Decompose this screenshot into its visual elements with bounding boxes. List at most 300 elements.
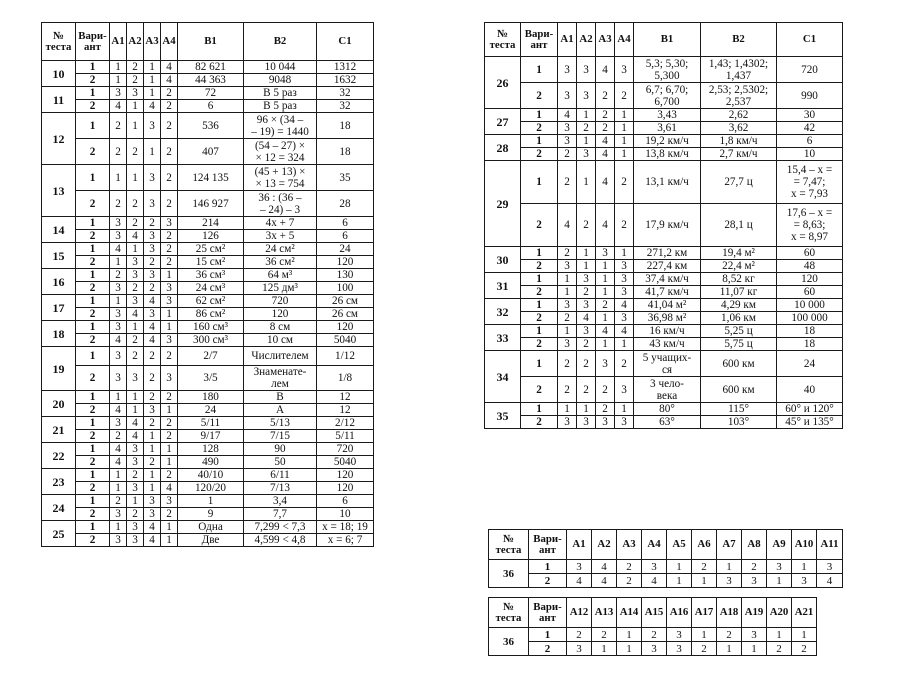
a3-cell: 3 bbox=[144, 243, 161, 256]
c1-cell: x = 18; 19 bbox=[317, 521, 374, 534]
a2-cell: 2 bbox=[127, 74, 144, 87]
a2-cell: 1 bbox=[127, 165, 144, 191]
table-row bbox=[485, 416, 843, 429]
c1-cell: 60° и 120° bbox=[777, 403, 843, 416]
a1-cell: 1 bbox=[110, 482, 127, 495]
b1-cell: 3,43 bbox=[634, 109, 701, 122]
variant-cell: 2 bbox=[529, 642, 567, 656]
test-number-cell: 21 bbox=[42, 417, 76, 443]
a1-cell: 2 bbox=[558, 312, 577, 325]
c1-cell: 32 bbox=[317, 87, 374, 100]
a2-cell: 3 bbox=[577, 273, 596, 286]
header-c1: C1 bbox=[777, 23, 843, 57]
a3-cell: 2 bbox=[144, 347, 161, 366]
a2-cell: 3 bbox=[127, 87, 144, 100]
a4-cell: 2 bbox=[161, 347, 178, 366]
a3-cell: 4 bbox=[596, 135, 615, 148]
b2-cell: 6/11 bbox=[244, 469, 317, 482]
table-row bbox=[485, 325, 843, 338]
a3-cell: 2 bbox=[596, 377, 615, 403]
a3-cell: 1 bbox=[144, 443, 161, 456]
variant-cell: 2 bbox=[76, 74, 110, 87]
b2-cell: 8 см bbox=[244, 321, 317, 334]
c1-cell: 6 bbox=[317, 230, 374, 243]
a2-cell: 1 bbox=[577, 135, 596, 148]
b1-cell: 300 см³ bbox=[178, 334, 244, 347]
a1-cell: 1 bbox=[110, 61, 127, 74]
a3-cell: 3 bbox=[144, 230, 161, 243]
b2-cell: 19,4 м² bbox=[701, 247, 777, 260]
b2-cell: 64 м³ bbox=[244, 269, 317, 282]
variant-cell: 1 bbox=[529, 560, 567, 574]
answer-cell: 3 bbox=[792, 574, 817, 588]
header-a3: A3 bbox=[596, 23, 615, 57]
b2-cell: 3,62 bbox=[701, 122, 777, 135]
a4-cell: 1 bbox=[161, 456, 178, 469]
a2-cell: 3 bbox=[127, 521, 144, 534]
table-row bbox=[485, 299, 843, 312]
variant-cell: 1 bbox=[76, 165, 110, 191]
b1-cell: 536 bbox=[178, 113, 244, 139]
a2-cell: 1 bbox=[577, 260, 596, 273]
a1-cell: 1 bbox=[558, 403, 577, 416]
table-row bbox=[485, 286, 843, 299]
a3-cell: 3 bbox=[596, 351, 615, 377]
a4-cell: 1 bbox=[615, 403, 634, 416]
a2-cell: 2 bbox=[577, 204, 596, 247]
header-a3: A3 bbox=[144, 23, 161, 61]
b2-cell: Числителем bbox=[244, 347, 317, 366]
test-number-cell: 15 bbox=[42, 243, 76, 269]
a4-cell: 1 bbox=[615, 135, 634, 148]
test-number-cell: 31 bbox=[485, 273, 521, 299]
a3-cell: 2 bbox=[144, 217, 161, 230]
a2-cell: 3 bbox=[577, 57, 596, 83]
a3-cell: 1 bbox=[144, 61, 161, 74]
a4-cell: 2 bbox=[615, 161, 634, 204]
b1-cell: 180 bbox=[178, 391, 244, 404]
a4-cell: 2 bbox=[161, 391, 178, 404]
a1-cell: 3 bbox=[110, 417, 127, 430]
a1-cell: 2 bbox=[110, 430, 127, 443]
test-number-cell: 36 bbox=[489, 628, 529, 656]
a4-cell: 1 bbox=[161, 404, 178, 417]
a1-cell: 4 bbox=[110, 443, 127, 456]
a4-cell: 2 bbox=[615, 83, 634, 109]
a3-cell: 1 bbox=[144, 469, 161, 482]
test-number-cell: 10 bbox=[42, 61, 76, 87]
a3-cell: 3 bbox=[144, 404, 161, 417]
a1-cell: 3 bbox=[110, 508, 127, 521]
c1-cell: 120 bbox=[317, 321, 374, 334]
b1-cell: 5,3; 5,30; 5,300 bbox=[634, 57, 701, 83]
answer-cell: 3 bbox=[767, 560, 792, 574]
a2-cell: 2 bbox=[577, 122, 596, 135]
answer-cell: 1 bbox=[767, 628, 792, 642]
a1-cell: 4 bbox=[110, 334, 127, 347]
table-row bbox=[42, 308, 374, 321]
a2-cell: 2 bbox=[127, 191, 144, 217]
header-cell: A19 bbox=[742, 598, 767, 628]
b2-cell: 10 044 bbox=[244, 61, 317, 74]
table-row bbox=[42, 334, 374, 347]
table-row bbox=[42, 469, 374, 482]
a4-cell: 1 bbox=[161, 521, 178, 534]
a3-cell: 2 bbox=[144, 256, 161, 269]
a1-cell: 3 bbox=[110, 308, 127, 321]
answer-cell: 1 bbox=[717, 560, 742, 574]
a1-cell: 3 bbox=[110, 366, 127, 391]
a3-cell: 1 bbox=[144, 87, 161, 100]
b1-cell: 490 bbox=[178, 456, 244, 469]
a4-cell: 3 bbox=[161, 282, 178, 295]
header-test-number: № теста bbox=[42, 23, 76, 61]
table-row bbox=[489, 574, 843, 588]
answers-table-left bbox=[41, 22, 374, 547]
b1-cell: 37,4 км/ч bbox=[634, 273, 701, 286]
a3-cell: 2 bbox=[596, 109, 615, 122]
a2-cell: 3 bbox=[127, 256, 144, 269]
a1-cell: 2 bbox=[558, 148, 577, 161]
answer-cell: 2 bbox=[717, 628, 742, 642]
a2-cell: 2 bbox=[577, 286, 596, 299]
header-cell: A9 bbox=[767, 530, 792, 560]
answer-cell: 2 bbox=[592, 628, 617, 642]
a1-cell: 2 bbox=[558, 247, 577, 260]
test-number-cell: 35 bbox=[485, 403, 521, 429]
a2-cell: 2 bbox=[577, 377, 596, 403]
a4-cell: 2 bbox=[161, 165, 178, 191]
answer-cell: 2 bbox=[792, 642, 817, 656]
a2-cell: 1 bbox=[127, 113, 144, 139]
a4-cell: 2 bbox=[161, 191, 178, 217]
c1-cell: 12 bbox=[317, 391, 374, 404]
b1-cell: 63° bbox=[634, 416, 701, 429]
variant-cell: 1 bbox=[521, 325, 558, 338]
variant-cell: 1 bbox=[76, 417, 110, 430]
b1-cell: 120/20 bbox=[178, 482, 244, 495]
c1-cell: x = 6; 7 bbox=[317, 534, 374, 547]
variant-cell: 2 bbox=[76, 430, 110, 443]
table-row bbox=[485, 247, 843, 260]
a2-cell: 1 bbox=[127, 404, 144, 417]
c1-cell: 48 bbox=[777, 260, 843, 273]
b1-cell: Две bbox=[178, 534, 244, 547]
answer-cell: 1 bbox=[667, 560, 692, 574]
variant-cell: 1 bbox=[521, 403, 558, 416]
b2-cell: 2,53; 2,5302; 2,537 bbox=[701, 83, 777, 109]
c1-cell: 1632 bbox=[317, 74, 374, 87]
a4-cell: 3 bbox=[615, 260, 634, 273]
b1-cell: 3 чело- века bbox=[634, 377, 701, 403]
b2-cell: В 5 раз bbox=[244, 100, 317, 113]
a2-cell: 1 bbox=[577, 161, 596, 204]
variant-cell: 1 bbox=[76, 269, 110, 282]
a1-cell: 2 bbox=[110, 113, 127, 139]
c1-cell: 24 bbox=[777, 351, 843, 377]
header-cell: № теста bbox=[489, 530, 529, 560]
b2-cell: 22,4 м² bbox=[701, 260, 777, 273]
b1-cell: 80° bbox=[634, 403, 701, 416]
variant-cell: 1 bbox=[76, 521, 110, 534]
answer-cell: 3 bbox=[742, 574, 767, 588]
b2-cell: (54 – 27) × × 12 = 324 bbox=[244, 139, 317, 165]
a4-cell: 2 bbox=[161, 87, 178, 100]
b1-cell: 13,1 км/ч bbox=[634, 161, 701, 204]
test-number-cell: 24 bbox=[42, 495, 76, 521]
table-row bbox=[42, 404, 374, 417]
a2-cell: 1 bbox=[127, 391, 144, 404]
a1-cell: 1 bbox=[110, 256, 127, 269]
a4-cell: 3 bbox=[161, 366, 178, 391]
answer-cell: 1 bbox=[792, 560, 817, 574]
variant-cell: 1 bbox=[521, 351, 558, 377]
test-number-cell: 13 bbox=[42, 165, 76, 217]
b2-cell: 9048 bbox=[244, 74, 317, 87]
c1-cell: 120 bbox=[317, 256, 374, 269]
variant-cell: 1 bbox=[521, 161, 558, 204]
answer-cell: 1 bbox=[592, 642, 617, 656]
variant-cell: 1 bbox=[521, 57, 558, 83]
c1-cell: 1/12 bbox=[317, 347, 374, 366]
variant-cell: 2 bbox=[76, 482, 110, 495]
table-row bbox=[42, 321, 374, 334]
table-row bbox=[489, 628, 843, 642]
answer-cell: 1 bbox=[692, 574, 717, 588]
header-cell: A16 bbox=[667, 598, 692, 628]
a4-cell: 1 bbox=[161, 534, 178, 547]
a1-cell: 3 bbox=[558, 122, 577, 135]
answer-cell: 3 bbox=[567, 642, 592, 656]
a3-cell: 1 bbox=[596, 338, 615, 351]
a3-cell: 4 bbox=[596, 57, 615, 83]
b1-cell: 44 363 bbox=[178, 74, 244, 87]
b1-cell: 24 см³ bbox=[178, 282, 244, 295]
a3-cell: 2 bbox=[144, 366, 161, 391]
a2-cell: 2 bbox=[127, 347, 144, 366]
a2-cell: 2 bbox=[127, 282, 144, 295]
c1-cell: 720 bbox=[777, 57, 843, 83]
b1-cell: 160 см³ bbox=[178, 321, 244, 334]
b1-cell: 407 bbox=[178, 139, 244, 165]
table-row bbox=[485, 57, 843, 83]
b1-cell: 17,9 км/ч bbox=[634, 204, 701, 247]
answer-cell: 4 bbox=[567, 574, 592, 588]
table-header-row bbox=[489, 598, 843, 628]
answer-cell: 4 bbox=[592, 574, 617, 588]
a3-cell: 2 bbox=[144, 391, 161, 404]
b1-cell: 16 км/ч bbox=[634, 325, 701, 338]
a3-cell: 1 bbox=[596, 273, 615, 286]
b1-cell: 86 см² bbox=[178, 308, 244, 321]
b2-cell: B bbox=[244, 391, 317, 404]
answer-cell: 3 bbox=[642, 560, 667, 574]
table-row bbox=[485, 109, 843, 122]
variant-cell: 1 bbox=[76, 347, 110, 366]
a4-cell: 2 bbox=[161, 256, 178, 269]
a4-cell: 2 bbox=[161, 508, 178, 521]
variant-cell: 2 bbox=[76, 308, 110, 321]
a1-cell: 3 bbox=[110, 87, 127, 100]
a4-cell: 1 bbox=[161, 443, 178, 456]
a1-cell: 3 bbox=[110, 321, 127, 334]
header-cell: A4 bbox=[642, 530, 667, 560]
a2-cell: 1 bbox=[127, 100, 144, 113]
a1-cell: 2 bbox=[110, 139, 127, 165]
a2-cell: 3 bbox=[127, 534, 144, 547]
b1-cell: 271,2 км bbox=[634, 247, 701, 260]
answers-table-36-part-2 bbox=[488, 597, 843, 656]
a1-cell: 3 bbox=[558, 299, 577, 312]
answer-cell: 2 bbox=[742, 560, 767, 574]
b2-cell: 600 км bbox=[701, 377, 777, 403]
header-cell: A20 bbox=[767, 598, 792, 628]
answer-cell: 2 bbox=[692, 560, 717, 574]
answer-cell: 3 bbox=[817, 560, 843, 574]
b1-cell: 72 bbox=[178, 87, 244, 100]
b2-cell: 125 дм³ bbox=[244, 282, 317, 295]
table-row bbox=[42, 217, 374, 230]
a3-cell: 3 bbox=[144, 269, 161, 282]
a1-cell: 3 bbox=[558, 416, 577, 429]
variant-cell: 1 bbox=[76, 391, 110, 404]
table-row bbox=[485, 338, 843, 351]
a4-cell: 1 bbox=[615, 122, 634, 135]
a1-cell: 2 bbox=[558, 351, 577, 377]
c1-cell: 24 bbox=[317, 243, 374, 256]
a3-cell: 1 bbox=[144, 430, 161, 443]
a3-cell: 1 bbox=[596, 312, 615, 325]
c1-cell: 120 bbox=[317, 469, 374, 482]
test-number-cell: 18 bbox=[42, 321, 76, 347]
table-row bbox=[42, 269, 374, 282]
c1-cell: 6 bbox=[317, 217, 374, 230]
a4-cell: 3 bbox=[615, 312, 634, 325]
a3-cell: 2 bbox=[596, 83, 615, 109]
answer-cell: 1 bbox=[617, 642, 642, 656]
header-a1: A1 bbox=[110, 23, 127, 61]
a3-cell: 4 bbox=[144, 334, 161, 347]
test-number-cell: 17 bbox=[42, 295, 76, 321]
a3-cell: 3 bbox=[596, 416, 615, 429]
a2-cell: 3 bbox=[577, 148, 596, 161]
c1-cell: 35 bbox=[317, 165, 374, 191]
answer-cell: 4 bbox=[817, 574, 843, 588]
a3-cell: 1 bbox=[596, 260, 615, 273]
header-cell: Вари- ант bbox=[529, 598, 567, 628]
c1-cell: 60 bbox=[777, 286, 843, 299]
variant-cell: 2 bbox=[76, 191, 110, 217]
a4-cell: 3 bbox=[615, 57, 634, 83]
header-cell: A7 bbox=[717, 530, 742, 560]
b2-cell: 24 см² bbox=[244, 243, 317, 256]
b2-cell: 5,25 ц bbox=[701, 325, 777, 338]
answer-cell: 3 bbox=[642, 642, 667, 656]
variant-cell: 1 bbox=[76, 87, 110, 100]
b1-cell: 128 bbox=[178, 443, 244, 456]
test-number-cell: 28 bbox=[485, 135, 521, 161]
a3-cell: 3 bbox=[144, 308, 161, 321]
table-row bbox=[42, 165, 374, 191]
variant-cell: 1 bbox=[529, 628, 567, 642]
c1-cell: 100 bbox=[317, 282, 374, 295]
test-number-cell: 11 bbox=[42, 87, 76, 113]
variant-cell: 1 bbox=[76, 243, 110, 256]
c1-cell: 12 bbox=[317, 404, 374, 417]
header-cell: A10 bbox=[792, 530, 817, 560]
b1-cell: 3/5 bbox=[178, 366, 244, 391]
header-variant: Вари- ант bbox=[76, 23, 110, 61]
b2-cell: 720 bbox=[244, 295, 317, 308]
a2-cell: 3 bbox=[127, 482, 144, 495]
table-row bbox=[42, 482, 374, 495]
variant-cell: 1 bbox=[76, 295, 110, 308]
variant-cell: 1 bbox=[76, 113, 110, 139]
a4-cell: 2 bbox=[161, 139, 178, 165]
header-b2: B2 bbox=[701, 23, 777, 57]
table-row bbox=[485, 83, 843, 109]
variant-cell: 1 bbox=[76, 321, 110, 334]
c1-cell: 2/12 bbox=[317, 417, 374, 430]
a1-cell: 2 bbox=[110, 495, 127, 508]
table-row bbox=[485, 260, 843, 273]
a3-cell: 1 bbox=[144, 482, 161, 495]
answers-table-left-body bbox=[42, 61, 374, 547]
c1-cell: 720 bbox=[317, 443, 374, 456]
a4-cell: 2 bbox=[615, 351, 634, 377]
table-row bbox=[42, 456, 374, 469]
b2-cell: 8,52 кг bbox=[701, 273, 777, 286]
b2-cell: 5/13 bbox=[244, 417, 317, 430]
a1-cell: 1 bbox=[558, 286, 577, 299]
c1-cell: 26 см bbox=[317, 308, 374, 321]
answer-cell: 2 bbox=[767, 642, 792, 656]
a3-cell: 2 bbox=[596, 299, 615, 312]
c1-cell: 18 bbox=[777, 338, 843, 351]
a4-cell: 2 bbox=[161, 113, 178, 139]
header-b2: B2 bbox=[244, 23, 317, 61]
b1-cell: 2/7 bbox=[178, 347, 244, 366]
table-row bbox=[42, 87, 374, 100]
table-row bbox=[42, 417, 374, 430]
a2-cell: 2 bbox=[127, 139, 144, 165]
a1-cell: 3 bbox=[558, 135, 577, 148]
header-cell: A6 bbox=[692, 530, 717, 560]
test-number-cell: 34 bbox=[485, 351, 521, 403]
header-cell: A21 bbox=[792, 598, 817, 628]
a1-cell: 3 bbox=[558, 57, 577, 83]
a3-cell: 2 bbox=[144, 282, 161, 295]
table-row bbox=[42, 347, 374, 366]
variant-cell: 2 bbox=[76, 534, 110, 547]
a4-cell: 2 bbox=[161, 100, 178, 113]
table-row bbox=[485, 122, 843, 135]
a2-cell: 3 bbox=[577, 83, 596, 109]
test-number-cell: 22 bbox=[42, 443, 76, 469]
header-c1: C1 bbox=[317, 23, 374, 61]
b1-cell: 82 621 bbox=[178, 61, 244, 74]
header-cell: A18 bbox=[717, 598, 742, 628]
a2-cell: 1 bbox=[577, 109, 596, 122]
a2-cell: 2 bbox=[577, 351, 596, 377]
b1-cell: 43 км/ч bbox=[634, 338, 701, 351]
table-row bbox=[42, 391, 374, 404]
table-row bbox=[485, 148, 843, 161]
a4-cell: 2 bbox=[161, 230, 178, 243]
answer-cell: 3 bbox=[567, 560, 592, 574]
variant-cell: 2 bbox=[521, 312, 558, 325]
variant-cell: 2 bbox=[76, 256, 110, 269]
